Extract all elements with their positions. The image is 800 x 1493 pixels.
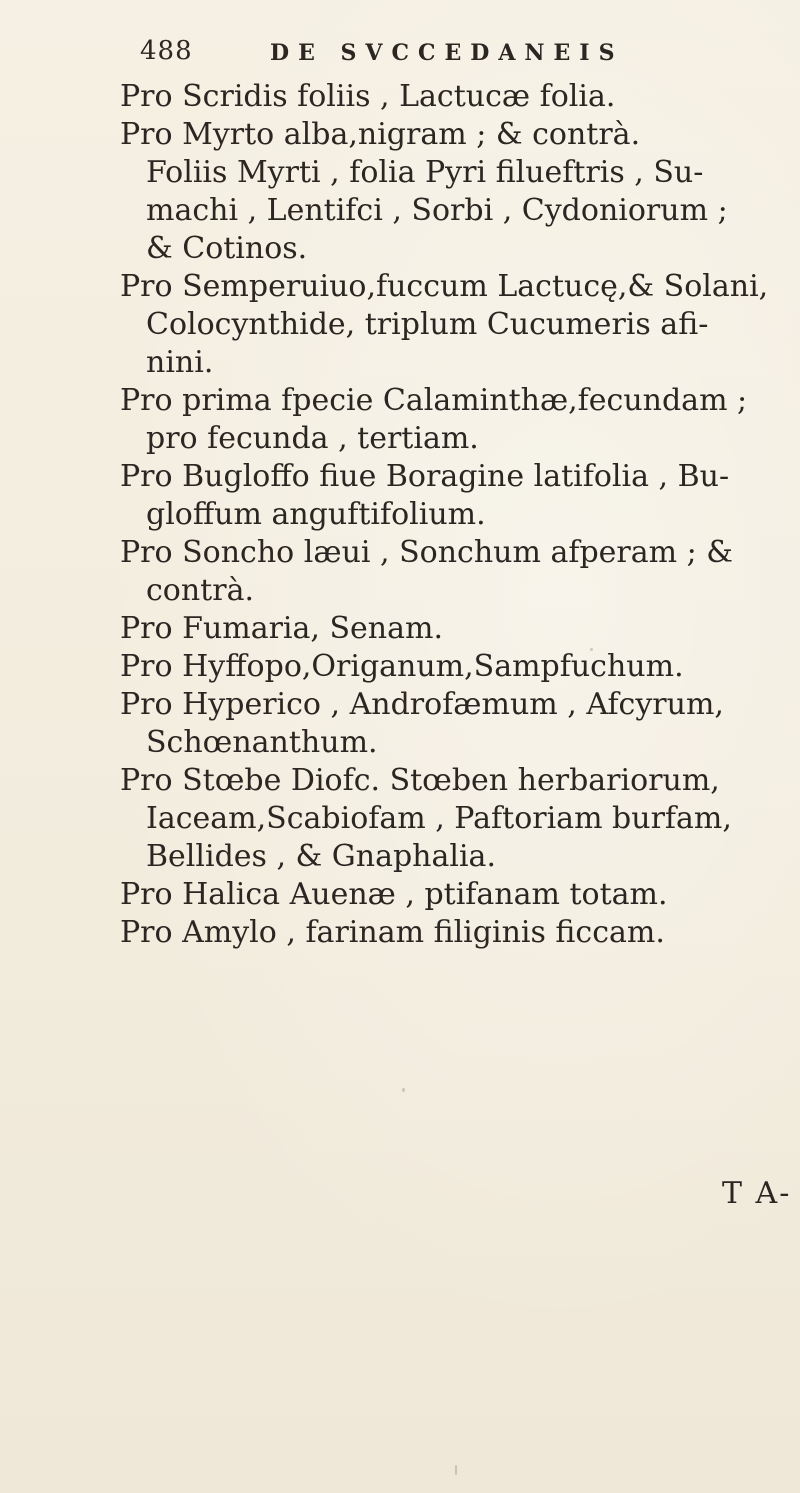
text-line: Schœnanthum. — [146, 725, 378, 760]
text-line: Pro Bugloffo fiue Boragine latifolia , Bu- — [120, 459, 730, 494]
text-line: gloffum anguftifolium. — [146, 497, 486, 532]
entry-calaminthae — [120, 382, 790, 458]
text-line: Pro Hyffopo,Origanum,Sampfuchum. — [120, 649, 684, 684]
text-line: Colocynthide, triplum Cucumeris afi- — [146, 307, 709, 342]
text-line: pro fecunda , tertiam. — [146, 421, 479, 456]
entry-hyssopo — [120, 648, 790, 686]
text-line: Bellides , & Gnaphalia. — [146, 839, 496, 874]
text-line: contrà. — [146, 573, 255, 608]
text-line: Pro Fumaria, Senam. — [120, 611, 443, 646]
entry-myrto — [120, 116, 790, 268]
running-title: DE SVCCEDANEIS — [270, 40, 624, 66]
entry-soncho — [120, 534, 790, 610]
text-line: Pro Scridis foliis , Lactucæ folia. — [120, 79, 616, 114]
ink-speck — [402, 1088, 405, 1092]
text-line: Pro Semperuiuo,fuccum Lactucę,& Solani, — [120, 269, 769, 304]
text-line: Pro Stœbe Diofc. Stœben herbariorum, — [120, 763, 720, 798]
text-line: nini. — [146, 345, 214, 380]
text-line: Pro prima fpecie Calaminthæ,fecundam ; — [120, 383, 748, 418]
body-text — [120, 78, 790, 952]
entry-fumaria — [120, 610, 790, 648]
text-line: Iaceam,Scabiofam , Paftoriam burfam, — [146, 801, 732, 836]
text-line: Foliis Myrti , folia Pyri filueftris , Su- — [146, 155, 704, 190]
text-line: Pro Amylo , farinam filiginis ficcam. — [120, 915, 665, 950]
ink-speck — [455, 1465, 457, 1475]
entry-stoebe — [120, 762, 790, 876]
entry-semperuiuo — [120, 268, 790, 382]
text-line: Pro Myrto alba,nigram ; & contrà. — [120, 117, 641, 152]
text-line: machi , Lentifci , Sorbi , Cydoniorum ; — [146, 193, 728, 228]
text-line: & Cotinos. — [146, 231, 308, 266]
entry-amylo — [120, 914, 790, 952]
entry-buglosso — [120, 458, 790, 534]
ink-speck — [590, 648, 593, 651]
catchword: T A- — [722, 1176, 792, 1211]
entry-hyperico — [120, 686, 790, 762]
entry-scridis — [120, 78, 790, 116]
entry-halica — [120, 876, 790, 914]
text-line: Pro Halica Auenæ , ptifanam totam. — [120, 877, 668, 912]
text-line: Pro Hyperico , Androfæmum , Afcyrum, — [120, 687, 724, 722]
text-line: Pro Soncho læui , Sonchum afperam ; & — [120, 535, 733, 570]
page-header — [140, 36, 780, 76]
page-number: 488 — [140, 36, 193, 66]
